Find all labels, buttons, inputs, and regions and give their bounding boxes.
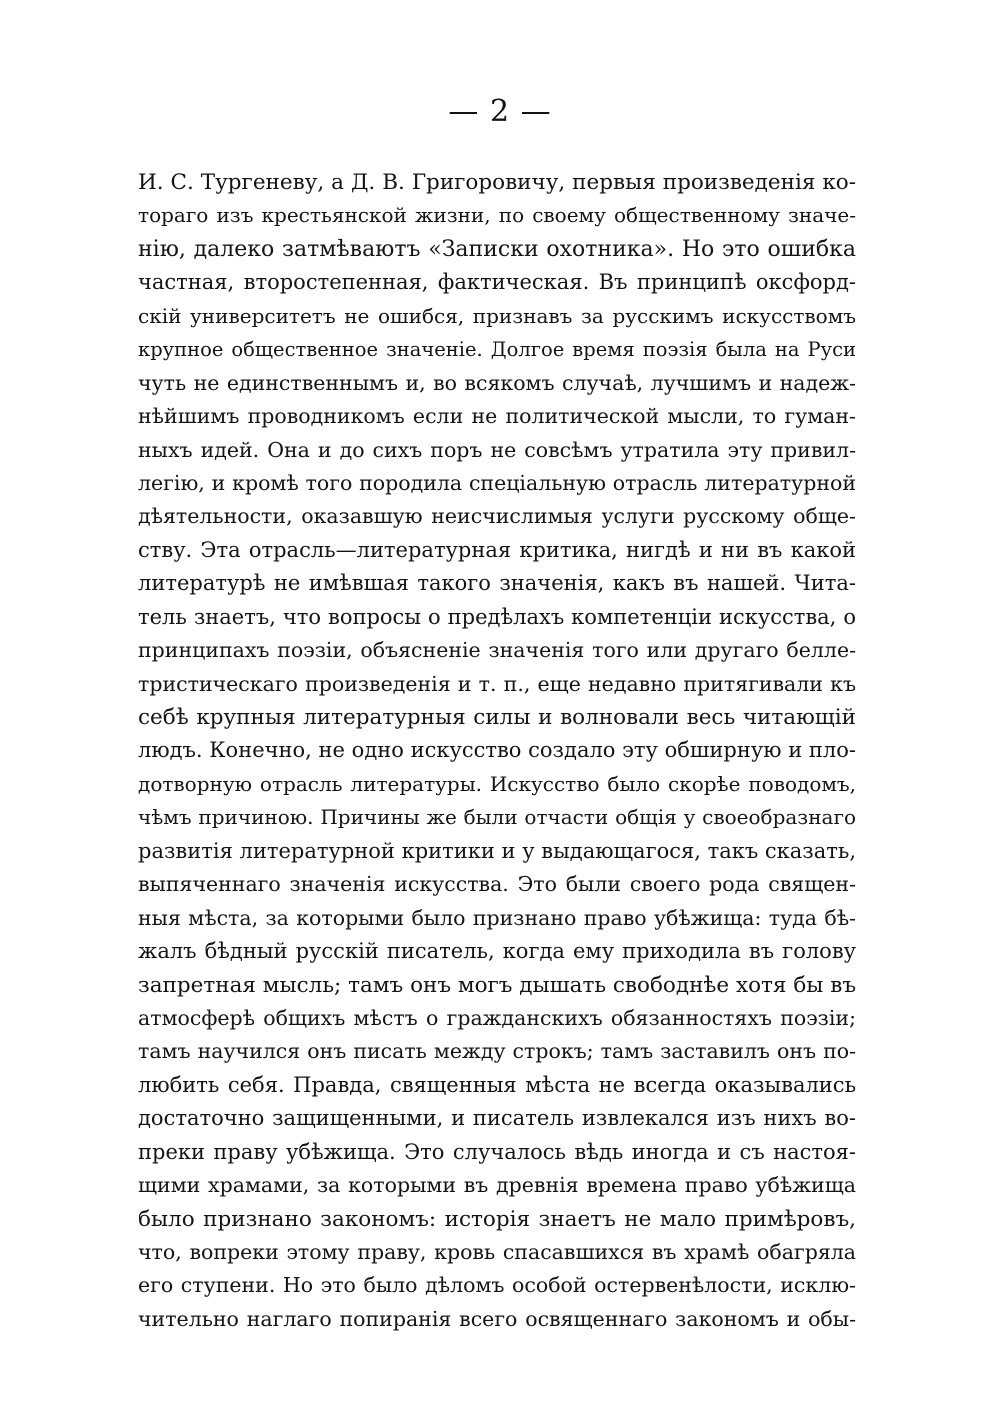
text-line: что, вопреки этому праву, кровь спасавшихся въ храмѣ обагряла — [138, 1240, 856, 1264]
text-line: скій университетъ не ошибся, признавъ за русскимъ искусствомъ — [138, 303, 856, 328]
text-line: ству. Эта отрасль—литературная критика, нигдѣ и ни въ какой — [138, 537, 856, 562]
text-line: выпяченнаго значенія искусства. Это были своего рода священ- — [138, 872, 856, 897]
text-line: тель знаетъ, что вопросы о предѣлахъ компетенціи искусства, о — [138, 604, 856, 629]
text-line: чуть не единственнымъ и, во всякомъ случаѣ, лучшимъ и надеж- — [138, 370, 856, 395]
text-line: нію, далеко затмѣваютъ «Записки охотника». Но это ошибка — [138, 236, 856, 262]
text-line: себѣ крупныя литературныя силы и волновали весь читающій — [138, 705, 856, 730]
text-line: атмосферѣ общихъ мѣстъ о гражданскихъ обязанностяхъ поэзіи; — [138, 1005, 856, 1030]
text-line: преки праву убѣжища. Это случалось вѣдь иногда и съ настоя- — [138, 1139, 856, 1164]
text-line: чительно наглаго попиранія всего освященнаго закономъ и обы- — [138, 1306, 856, 1331]
text-line: чѣмъ причиною. Причины же были отчасти общія у своеобразнаго — [138, 805, 856, 830]
text-line: дотворную отрасль литературы. Искусство было скорѣе поводомъ, — [138, 771, 856, 796]
text-line: тораго изъ крестьянской жизни, по своему общественному значе- — [138, 203, 856, 228]
text-line: жалъ бѣдный русскій писатель, когда ему приходила въ голову — [138, 939, 856, 964]
text-line: развитія литературной критики и у выдающагося, такъ сказать, — [138, 838, 856, 863]
text-line: людъ. Конечно, не одно искусство создало эту обширную и пло- — [138, 738, 856, 763]
page-number: — 2 — — [448, 94, 552, 129]
text-line: частная, второстепенная, фактическая. Въ принципѣ оксфорд- — [138, 270, 856, 295]
text-line: ныхъ идей. Она и до сихъ поръ не совсѣмъ утратила эту привил- — [138, 437, 856, 462]
text-line: И. С. Тургеневу, а Д. В. Григоровичу, первыя произведенія ко- — [138, 170, 856, 195]
text-line: тамъ научился онъ писать между строкъ; тамъ заставилъ онъ по- — [138, 1039, 856, 1064]
text-line: было признано закономъ: исторія знаетъ не мало примѣровъ, — [138, 1206, 856, 1232]
text-line: литературѣ не имѣвшая такого значенія, какъ въ нашей. Чита- — [138, 571, 856, 596]
text-line: крупное общественное значеніе. Долгое время поэзія была на Руси — [138, 338, 856, 362]
text-line: достаточно защищенными, и писатель извлекался изъ нихъ во- — [138, 1106, 856, 1131]
text-line: дѣятельности, оказавшую неисчислимыя услуги русскому обще- — [138, 504, 856, 529]
text-line: тристическаго произведенія и т. п., еще недавно притягивали къ — [138, 671, 856, 696]
text-line: нѣйшимъ проводникомъ если не политической мысли, то гуман- — [138, 404, 856, 429]
body-text — [138, 166, 856, 1336]
text-line: запретная мысль; тамъ онъ могъ дышать свободнѣе хотя бы въ — [138, 972, 856, 998]
text-line: любить себя. Правда, священныя мѣста не всегда оказывались — [138, 1072, 856, 1097]
text-line: ныя мѣста, за которыми было признано право убѣжища: туда бѣ- — [138, 905, 856, 930]
text-line: щими храмами, за которыми въ древнія времена право убѣжища — [138, 1173, 856, 1198]
text-line: принципахъ поэзіи, объясненіе значенія того или другаго белле- — [138, 638, 856, 663]
text-line: легію, и кромѣ того породила спеціальную отрасль литературной — [138, 470, 856, 495]
text-line: его ступени. Но это было дѣломъ особой остервенѣлости, исклю- — [138, 1273, 856, 1298]
